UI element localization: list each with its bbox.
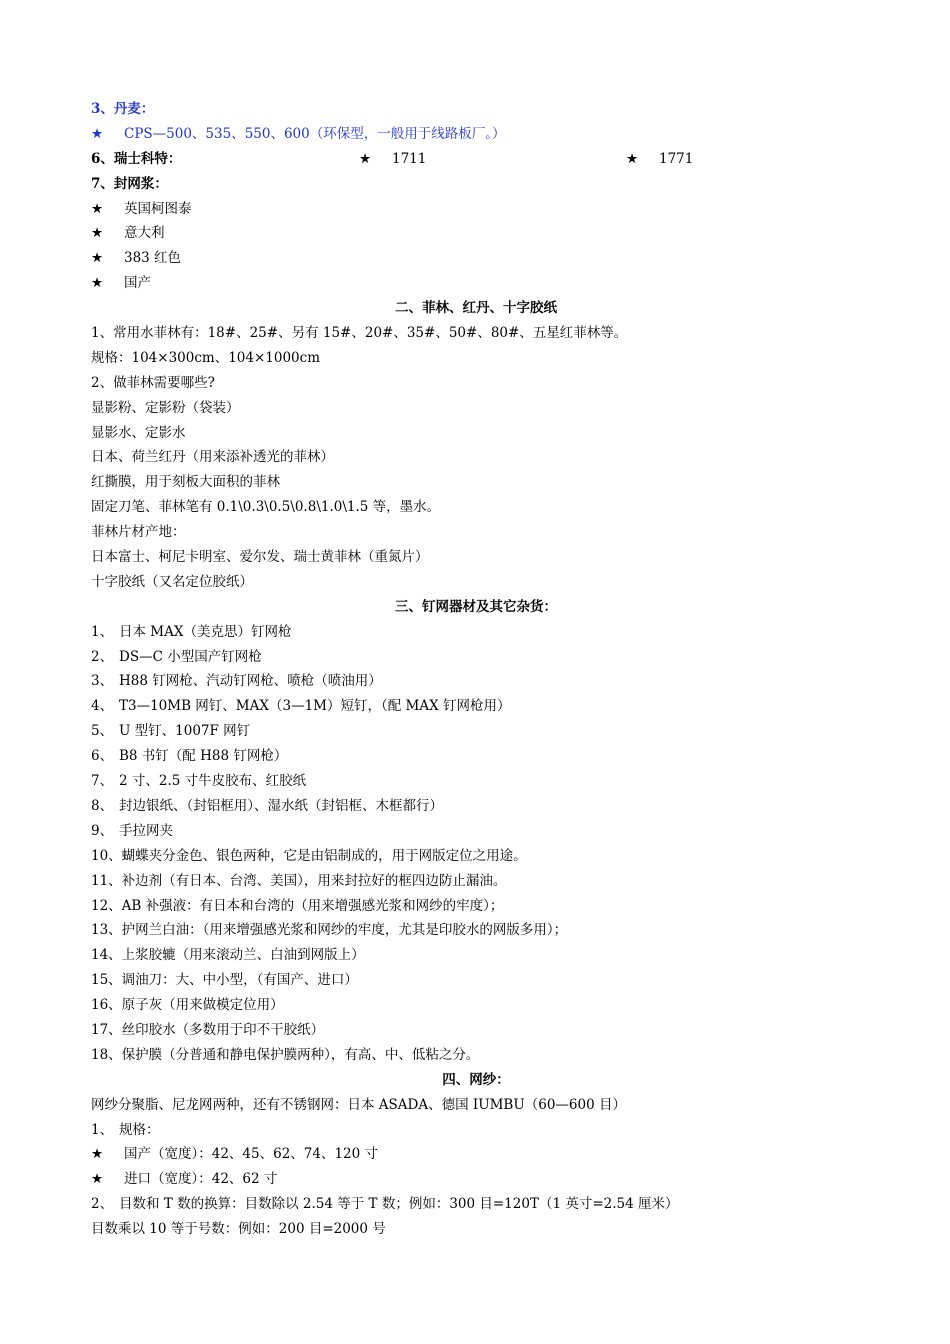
- star-icon: ★: [91, 1146, 104, 1163]
- item-text: DS—C 小型国产钉网枪: [119, 648, 262, 665]
- item-text: CPS—500、535、550、600（环保型，一般用于线路板厂。）: [124, 125, 506, 142]
- item-text: 意大利: [124, 225, 165, 242]
- list-item: [91, 271, 861, 296]
- item-text: U 型钉、1007F 网钉: [119, 723, 251, 740]
- section-title-denmark: 3、丹麦：: [91, 101, 155, 117]
- list-item: [91, 769, 861, 794]
- star-icon: ★: [359, 150, 372, 167]
- item-number: 6、: [91, 748, 114, 765]
- item-text: 规格：: [119, 1121, 160, 1138]
- list-item: [91, 1167, 861, 1192]
- list-item: [91, 1192, 861, 1217]
- swiss-row: [91, 147, 861, 172]
- item-text: 进口（宽度）：42、62 寸: [124, 1171, 278, 1188]
- item-text: H88 钉网枪、汽动钉网枪、喷枪（喷油用）: [119, 673, 382, 690]
- item-number: 7、: [91, 773, 114, 790]
- list-item: [91, 719, 861, 744]
- item-number: 4、: [91, 698, 114, 715]
- item-text: 1771: [659, 150, 694, 167]
- text-line: 规格：104×300cm、104×1000cm: [91, 349, 321, 366]
- list-item: [91, 1118, 861, 1143]
- list-item: [91, 794, 861, 819]
- section-heading-mesh: 四、网纱：: [442, 1071, 510, 1088]
- item-text: 2 寸、2.5 寸牛皮胶布、红胶纸: [119, 773, 307, 790]
- list-item: [91, 694, 861, 719]
- text-line: 17、丝印胶水（多数用于印不干胶纸）: [91, 1021, 325, 1038]
- text-line: 2、做菲林需要哪些?: [91, 374, 215, 391]
- text-line: 16、原子灰（用来做模定位用）: [91, 997, 284, 1014]
- list-item: [91, 645, 861, 670]
- list-item: [91, 197, 861, 222]
- list-item: [626, 147, 693, 172]
- text-line: 14、上浆胶辘（用来滚动兰、白油到网版上）: [91, 947, 365, 964]
- text-line: 十字胶纸（又名定位胶纸）: [91, 573, 253, 590]
- section-title-swiss: 6、瑞士科特：: [91, 150, 182, 167]
- item-number: 1、: [91, 1121, 114, 1138]
- list-item: [91, 221, 861, 246]
- text-line: 15、调油刀：大、中小型，（有国产、进口）: [91, 972, 358, 989]
- item-number: 2、: [91, 1196, 114, 1213]
- list-item: [91, 669, 861, 694]
- item-number: 8、: [91, 797, 114, 814]
- item-number: 3、: [91, 673, 114, 690]
- text-line: 显影粉、定影粉（袋装）: [91, 399, 240, 416]
- star-icon: ★: [91, 250, 104, 267]
- section-heading-film: 二、菲林、红丹、十字胶纸: [395, 300, 557, 317]
- list-item: [91, 819, 861, 844]
- text-line: 固定刀笔、菲林笔有 0.1\0.3\0.5\0.8\1.0\1.5 等，墨水。: [91, 499, 441, 516]
- text-line: 日本富士、柯尼卡明室、爱尔发、瑞士黄菲林（重氮片）: [91, 549, 429, 566]
- star-icon: ★: [91, 1171, 104, 1188]
- item-text: 国产（宽度）：42、45、62、74、120 寸: [124, 1146, 379, 1163]
- section-heading-tools: 三、钉网器材及其它杂货：: [395, 598, 557, 615]
- text-line: 日本、荷兰红丹（用来添补透光的菲林）: [91, 449, 334, 466]
- item-text: T3—10MB 网钉、MAX（3—1M）短钉，（配 MAX 钉网枪用）: [119, 698, 511, 715]
- item-text: 封边银纸、（封铝框用）、湿水纸（封铝框、木框都行）: [119, 797, 443, 814]
- star-icon: ★: [91, 275, 104, 292]
- item-number: 1、: [91, 623, 114, 640]
- item-text: 目数和 T 数的换算：目数除以 2.54 等于 T 数；例如：300 目=120T（1 英寸=2.54 厘米）: [119, 1196, 679, 1213]
- text-line: 目数乘以 10 等于号数：例如：200 目=2000 号: [91, 1221, 386, 1238]
- item-text: 国产: [124, 275, 151, 292]
- star-icon: ★: [91, 200, 104, 217]
- list-item: [91, 122, 861, 147]
- item-text: B8 书钉（配 H88 钉网枪）: [119, 748, 288, 765]
- item-text: 手拉网夹: [119, 822, 173, 839]
- text-line: 显影水、定影水: [91, 424, 186, 441]
- section-title-sealing: 7、封网浆：: [91, 175, 168, 192]
- item-text: 日本 MAX（美克思）钉网枪: [119, 623, 292, 640]
- star-icon: ★: [91, 225, 104, 242]
- text-line: 菲林片材产地：: [91, 524, 186, 541]
- document-page: [91, 97, 861, 1242]
- list-item: [359, 147, 426, 172]
- text-line: 红撕膜，用于刻板大面积的菲林: [91, 474, 280, 491]
- item-text: 英国柯图泰: [124, 200, 192, 217]
- item-number: 9、: [91, 822, 114, 839]
- list-item: [91, 620, 861, 645]
- item-text: 383 红色: [124, 250, 182, 267]
- item-number: 5、: [91, 723, 114, 740]
- text-line: 10、蝴蝶夹分金色、银色两种，它是由铝制成的，用于网版定位之用途。: [91, 847, 527, 864]
- item-number: 2、: [91, 648, 114, 665]
- text-line: 1、常用水菲林有：18#、25#、另有 15#、20#、35#、50#、80#、五星红菲林等。: [91, 325, 628, 342]
- list-item: [91, 246, 861, 271]
- list-item: [91, 744, 861, 769]
- text-line: 网纱分聚脂、尼龙网两种，还有不锈钢网：日本 ASADA、德国 IUMBU（60—600 目）: [91, 1096, 626, 1113]
- list-item: [91, 1142, 861, 1167]
- text-line: 12、AB 补强液：有日本和台湾的（用来增强感光浆和网纱的牢度）；: [91, 897, 504, 914]
- text-line: 11、补边剂（有日本、台湾、美国），用来封拉好的框四边防止漏油。: [91, 872, 507, 889]
- text-line: 18、保护膜（分普通和静电保护膜两种），有高、中、低粘之分。: [91, 1046, 480, 1063]
- star-icon: ★: [626, 150, 639, 167]
- star-icon: ★: [91, 125, 104, 142]
- text-line: 13、护网兰白油：（用来增强感光浆和网纱的牢度，尤其是印胶水的网版多用）；: [91, 922, 568, 939]
- item-text: 1711: [392, 150, 427, 167]
